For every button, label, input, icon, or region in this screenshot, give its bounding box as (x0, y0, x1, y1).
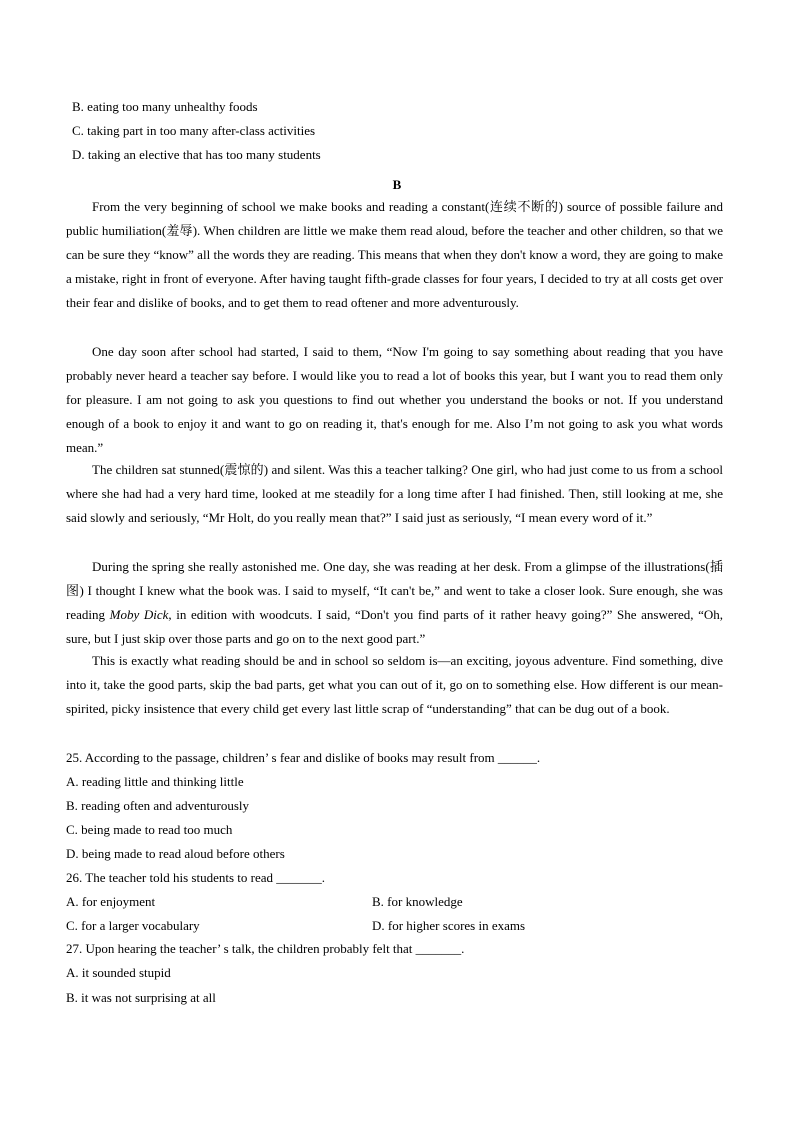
paragraph-1: From the very beginning of school we make books and reading a constant(连续不断的) source of possible failure and public humiliation(羞辱). When children are little we make them read aloud, before the teacher and other children, so that we can be sure they “know” all the words they are reading. This means that when they don't know a word, they are going to make a mistake, right in front of everyone. After having taught fifth-grade classes for four years, I decided to try at all costs get over their fear and dislike of books, and to get them to read oftener and more adventurously. (66, 199, 723, 310)
question-26-option-a: A. for enjoyment (66, 894, 156, 909)
question-26-option-d: D. for higher scores in exams (372, 918, 526, 933)
question-25-stem: 25. According to the passage, children’ s fear and dislike of books may result from ______. (66, 750, 541, 765)
paragraph-4-text-after: , in edition with woodcuts. I said, “Don't you find parts of it rather heavy going?” She answered, “Oh, sure, but I just skip over those parts and go on to the next good part.” (66, 607, 723, 646)
paragraph-5: This is exactly what reading should be and in school so seldom is—an exciting, joyous adventure. Find something, dive into it, take the good parts, skip the bad parts, get what you can out of it, go on to something else. How different is our mean-spirited, picky insistence that every child get every last little scrap of “understanding” that can be dug out of a book. (66, 653, 723, 716)
prev-option-b: B. eating too many unhealthy foods (72, 99, 258, 114)
question-25-option-b: B. reading often and adventurously (66, 798, 250, 813)
question-27-option-b: B. it was not surprising at all (66, 990, 216, 1005)
paragraph-2: One day soon after school had started, I said to them, “Now I'm going to say something about reading that you have probably never heard a teacher say before. I would like you to read a lot of books this year, but I want you to read them only for pleasure. I am not going to ask you questions to find out whether you understand the books or not. If you understand enough of a book to enjoy it and want to go on reading it, that's enough for me. Also I’m not going to ask you what words mean.” (66, 344, 723, 455)
question-27-stem: 27. Upon hearing the teacher’ s talk, the children probably felt that _______. (66, 941, 465, 956)
prev-option-d: D. taking an elective that has too many students (72, 147, 321, 162)
prev-option-c: C. taking part in too many after-class activities (72, 123, 316, 138)
question-26-option-c: C. for a larger vocabulary (66, 918, 200, 933)
paragraph-4-text-before: During the spring she really astonished me. One day, she was reading at her desk. From a glimpse of the illustrations(插图) I thought I knew what the book was. I said to myself, “It can't be,” and went to take a closer look. Sure enough, she was reading (66, 559, 723, 622)
section-title: B (392, 177, 402, 192)
question-26-option-b: B. for knowledge (372, 894, 463, 909)
question-25-option-c: C. being made to read too much (66, 822, 233, 837)
paragraph-4 (66, 555, 723, 651)
book-title: Moby Dick (109, 607, 169, 622)
question-27-option-a: A. it sounded stupid (66, 965, 171, 980)
question-25-option-a: A. reading little and thinking little (66, 774, 244, 789)
question-25-option-d: D. being made to read aloud before others (66, 846, 285, 861)
question-26-stem: 26. The teacher told his students to read _______. (66, 870, 325, 885)
paragraph-3: The children sat stunned(震惊的) and silent. Was this a teacher talking? One girl, who had just come to us from a school where she had had a very hard time, looked at me steadily for a long time after I had finished. Then, still looking at me, she said slowly and seriously, “Mr Holt, do you really mean that?” I said just as seriously, “I mean every word of it.” (66, 462, 723, 525)
